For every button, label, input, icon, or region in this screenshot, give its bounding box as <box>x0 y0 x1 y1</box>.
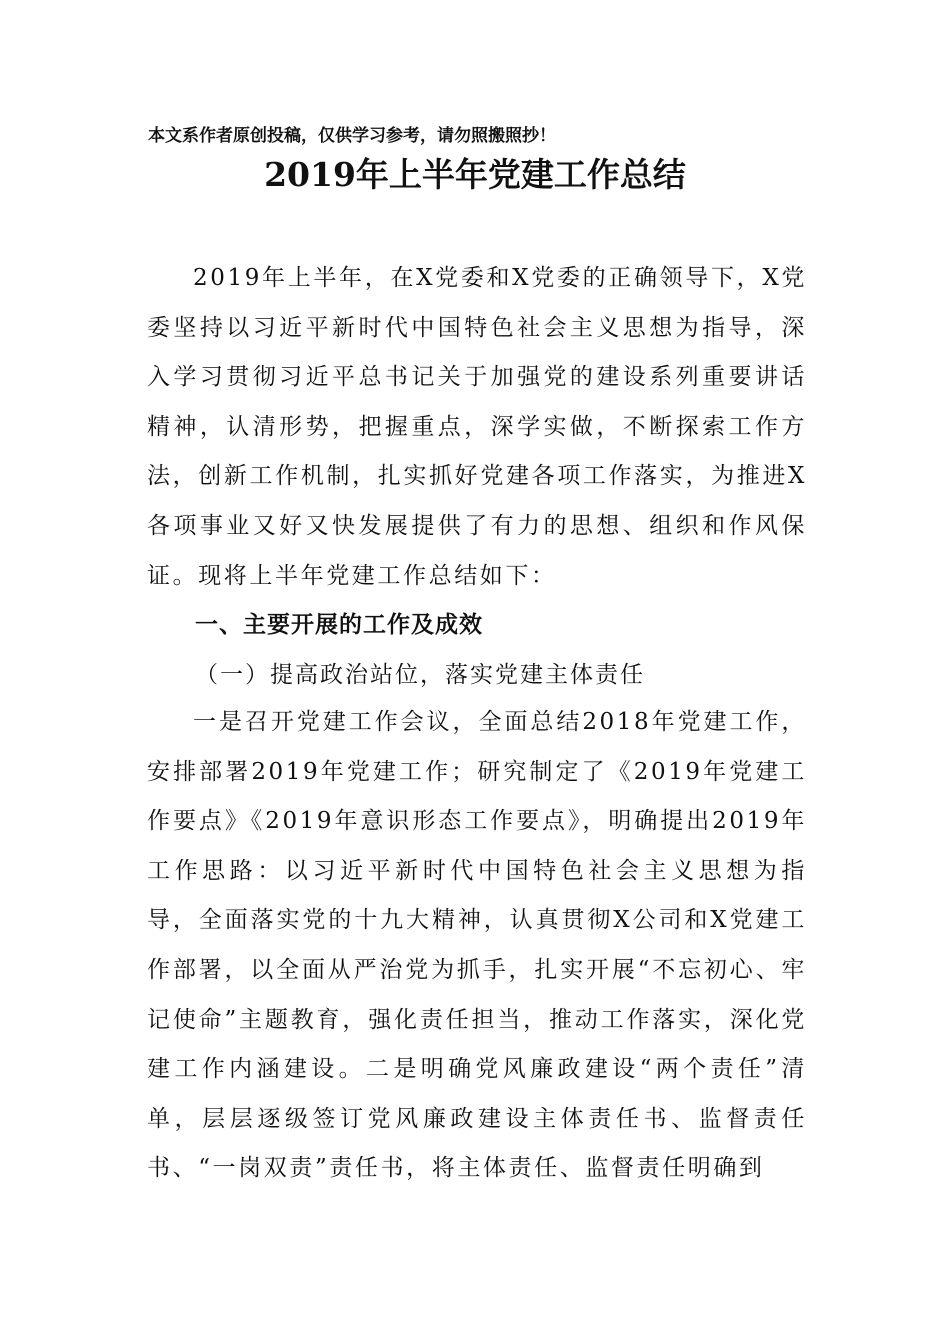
body-paragraph: 一是召开党建工作会议，全面总结2018年党建工作，安排部署2019年党建工作；研究制定了《2019年党建工作要点》《2019年意识形态工作要点》，明确提出2019年工作思路：以习近平新时代中国特色社会主义思想为指导，全面落实党的十九大精神，认真贯彻X公司和X党建工作部署，以全面从严治党为抓手，扎实开展“不忘初心、牢记使命”主题教育，强化责任担当，推动工作落实，深化党建工作内涵建设。二是明确党风廉政建设“两个责任”清单，层层逐级签订党风廉政建设主体责任书、监督责任书、“一岗双责”责任书，将主体责任、监督责任明确到 <box>147 709 807 1182</box>
body-section <box>147 698 807 1194</box>
subsection-heading: （一）提高政治站位，落实党建主体责任 <box>195 662 645 688</box>
document-title: 2019年上半年党建工作总结 <box>264 155 686 194</box>
intro-paragraph: 2019年上半年，在X党委和X党委的正确领导下，X党委坚持以习近平新时代中国特色社会主义思想为指导，深入学习贯彻习近平总书记关于加强党的建设系列重要讲话精神，认清形势，把握重点，深学实做，不断探索工作方法，创新工作机制，扎实抓好党建各项工作落实，为推进X各项事业又好又快发展提供了有力的思想、组织和作风保证。现将上半年党建工作总结如下： <box>147 265 807 589</box>
copyright-notice: 本文系作者原创投稿，仅供学习参考，请勿照搬照抄！ <box>148 126 556 146</box>
section-heading: 一、主要开展的工作及成效 <box>195 612 483 638</box>
intro-section <box>147 254 807 601</box>
